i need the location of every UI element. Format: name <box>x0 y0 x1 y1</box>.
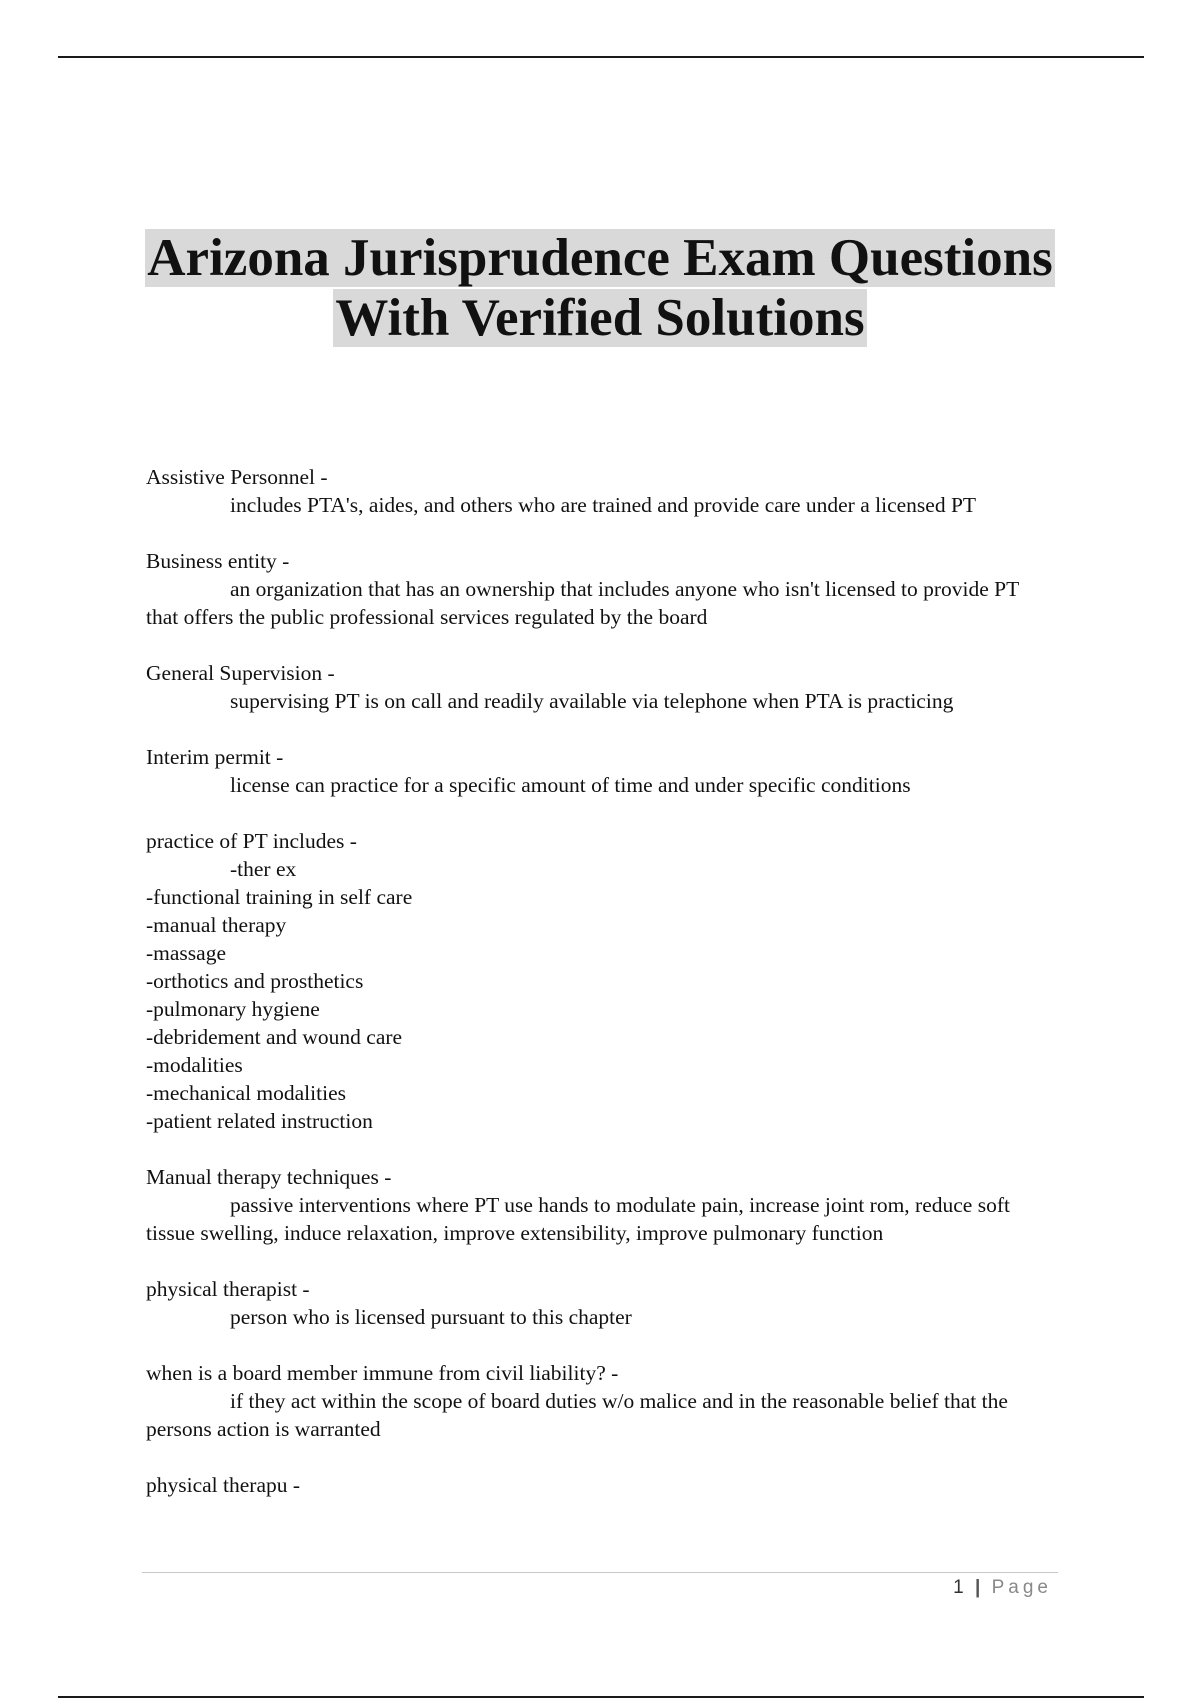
entry-assistive-personnel <box>146 463 1056 519</box>
entry-definition: includes PTA's, aides, and others who are trained and provide care under a licensed PT <box>230 493 977 517</box>
entry-general-supervision <box>146 659 1056 715</box>
entry-definition: license can practice for a specific amount of time and under specific conditions <box>230 773 911 797</box>
entry-physical-therapist <box>146 1275 1056 1331</box>
list-item: -modalities <box>146 1053 243 1077</box>
page-separator: | <box>975 1577 984 1598</box>
flashcard-list <box>146 463 1056 1527</box>
page-number: 1 <box>953 1577 967 1598</box>
top-rule <box>58 56 1144 58</box>
document-title <box>0 228 1200 348</box>
entry-definition: an organization that has an ownership that includes anyone who isn't licensed to provide PT that offers the public professional services regulated by the board <box>146 577 1019 629</box>
entry-manual-therapy <box>146 1163 1056 1247</box>
entry-definition: passive interventions where PT use hands to modulate pain, increase joint rom, reduce soft tissue swelling, induce relaxation, improve extensibility, improve pulmonary function <box>146 1193 1010 1245</box>
entry-definition-list <box>146 855 1056 1135</box>
page-footer <box>953 1577 1052 1599</box>
list-item: -ther ex <box>230 857 297 881</box>
list-item: -pulmonary hygiene <box>146 997 320 1021</box>
list-item: -patient related instruction <box>146 1109 373 1133</box>
list-item: -mechanical modalities <box>146 1081 346 1105</box>
entry-term: practice of PT includes - <box>146 829 357 853</box>
entry-practice-of-pt <box>146 827 1056 1135</box>
entry-definition: supervising PT is on call and readily available via telephone when PTA is practicing <box>230 689 954 713</box>
list-item: -orthotics and prosthetics <box>146 969 364 993</box>
entry-term: Manual therapy techniques - <box>146 1165 392 1189</box>
entry-interim-permit <box>146 743 1056 799</box>
page-label: Page <box>991 1577 1052 1598</box>
title-line-2: With Verified Solutions <box>335 289 865 347</box>
entry-definition: person who is licensed pursuant to this chapter <box>230 1305 632 1329</box>
entry-term: physical therapist - <box>146 1277 310 1301</box>
entry-term: physical therapu - <box>146 1473 301 1497</box>
footer-rule <box>142 1572 1058 1573</box>
entry-term: Business entity - <box>146 549 290 573</box>
entry-physical-therapu <box>146 1471 1056 1499</box>
list-item: -debridement and wound care <box>146 1025 403 1049</box>
entry-definition: if they act within the scope of board duties w/o malice and in the reasonable belief that the persons action is warranted <box>146 1389 1008 1441</box>
list-item: -functional training in self care <box>146 885 413 909</box>
entry-term: General Supervision - <box>146 661 335 685</box>
entry-term: Assistive Personnel - <box>146 465 328 489</box>
entry-board-immunity <box>146 1359 1056 1443</box>
bottom-rule <box>58 1696 1144 1698</box>
entry-term: Interim permit - <box>146 745 284 769</box>
title-line-1: Arizona Jurisprudence Exam Questions <box>147 229 1053 287</box>
list-item: -manual therapy <box>146 913 287 937</box>
entry-business-entity <box>146 547 1056 631</box>
entry-term: when is a board member immune from civil liability? - <box>146 1361 619 1385</box>
list-item: -massage <box>146 941 226 965</box>
